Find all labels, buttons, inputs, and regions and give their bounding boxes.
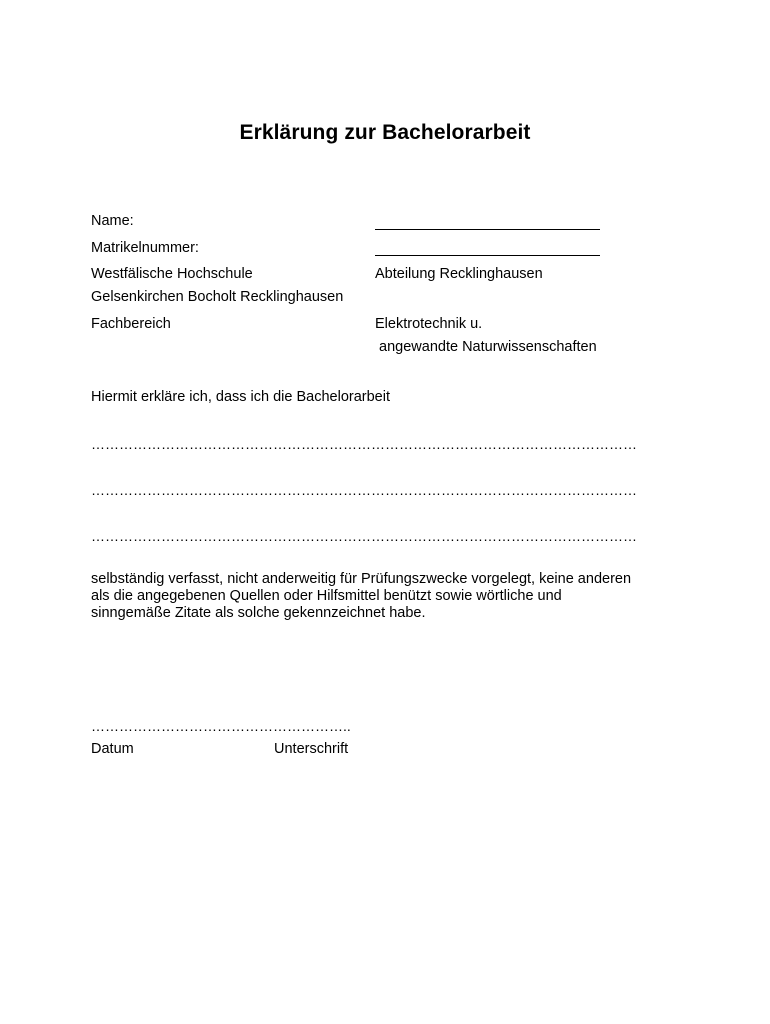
name-label: Name: — [91, 213, 134, 229]
date-label: Datum — [91, 741, 134, 757]
faculty-name-line2: angewandte Naturwissenschaften — [375, 339, 597, 355]
thesis-title-dotted-line-1[interactable]: ……………………………………………………………………………………………………… — [91, 436, 637, 452]
declaration-intro: Hiermit erkläre ich, dass ich die Bachelorarbeit — [91, 389, 390, 405]
school-name-line1: Westfälische Hochschule — [91, 266, 253, 282]
signature-dotted-line[interactable]: ……………………………………………….. — [91, 718, 351, 734]
thesis-title-dotted-line-2[interactable]: ……………………………………………………………………………………………………… — [91, 482, 637, 498]
declaration-body-line3: sinngemäße Zitate als solche gekennzeichnet habe. — [91, 605, 426, 621]
matrikel-label: Matrikelnummer: — [91, 240, 199, 256]
faculty-name-line1: Elektrotechnik u. — [375, 316, 483, 332]
department-name: Abteilung Recklinghausen — [375, 266, 543, 282]
faculty-label: Fachbereich — [91, 316, 171, 332]
school-name-line2: Gelsenkirchen Bocholt Recklinghausen — [91, 289, 344, 305]
document-title: Erklärung zur Bachelorarbeit — [239, 121, 531, 144]
matrikel-blank-line[interactable] — [375, 255, 600, 256]
declaration-body-line1: selbständig verfasst, nicht anderweitig für Prüfungszwecke vorgelegt, keine anderen — [91, 571, 632, 587]
signature-label: Unterschrift — [274, 741, 349, 757]
name-blank-line[interactable] — [375, 229, 600, 230]
declaration-body-line2: als die angegebenen Quellen oder Hilfsmittel benützt sowie wörtliche und — [91, 588, 562, 604]
thesis-title-dotted-line-3[interactable]: ……………………………………………………………………………………………………… — [91, 528, 637, 544]
